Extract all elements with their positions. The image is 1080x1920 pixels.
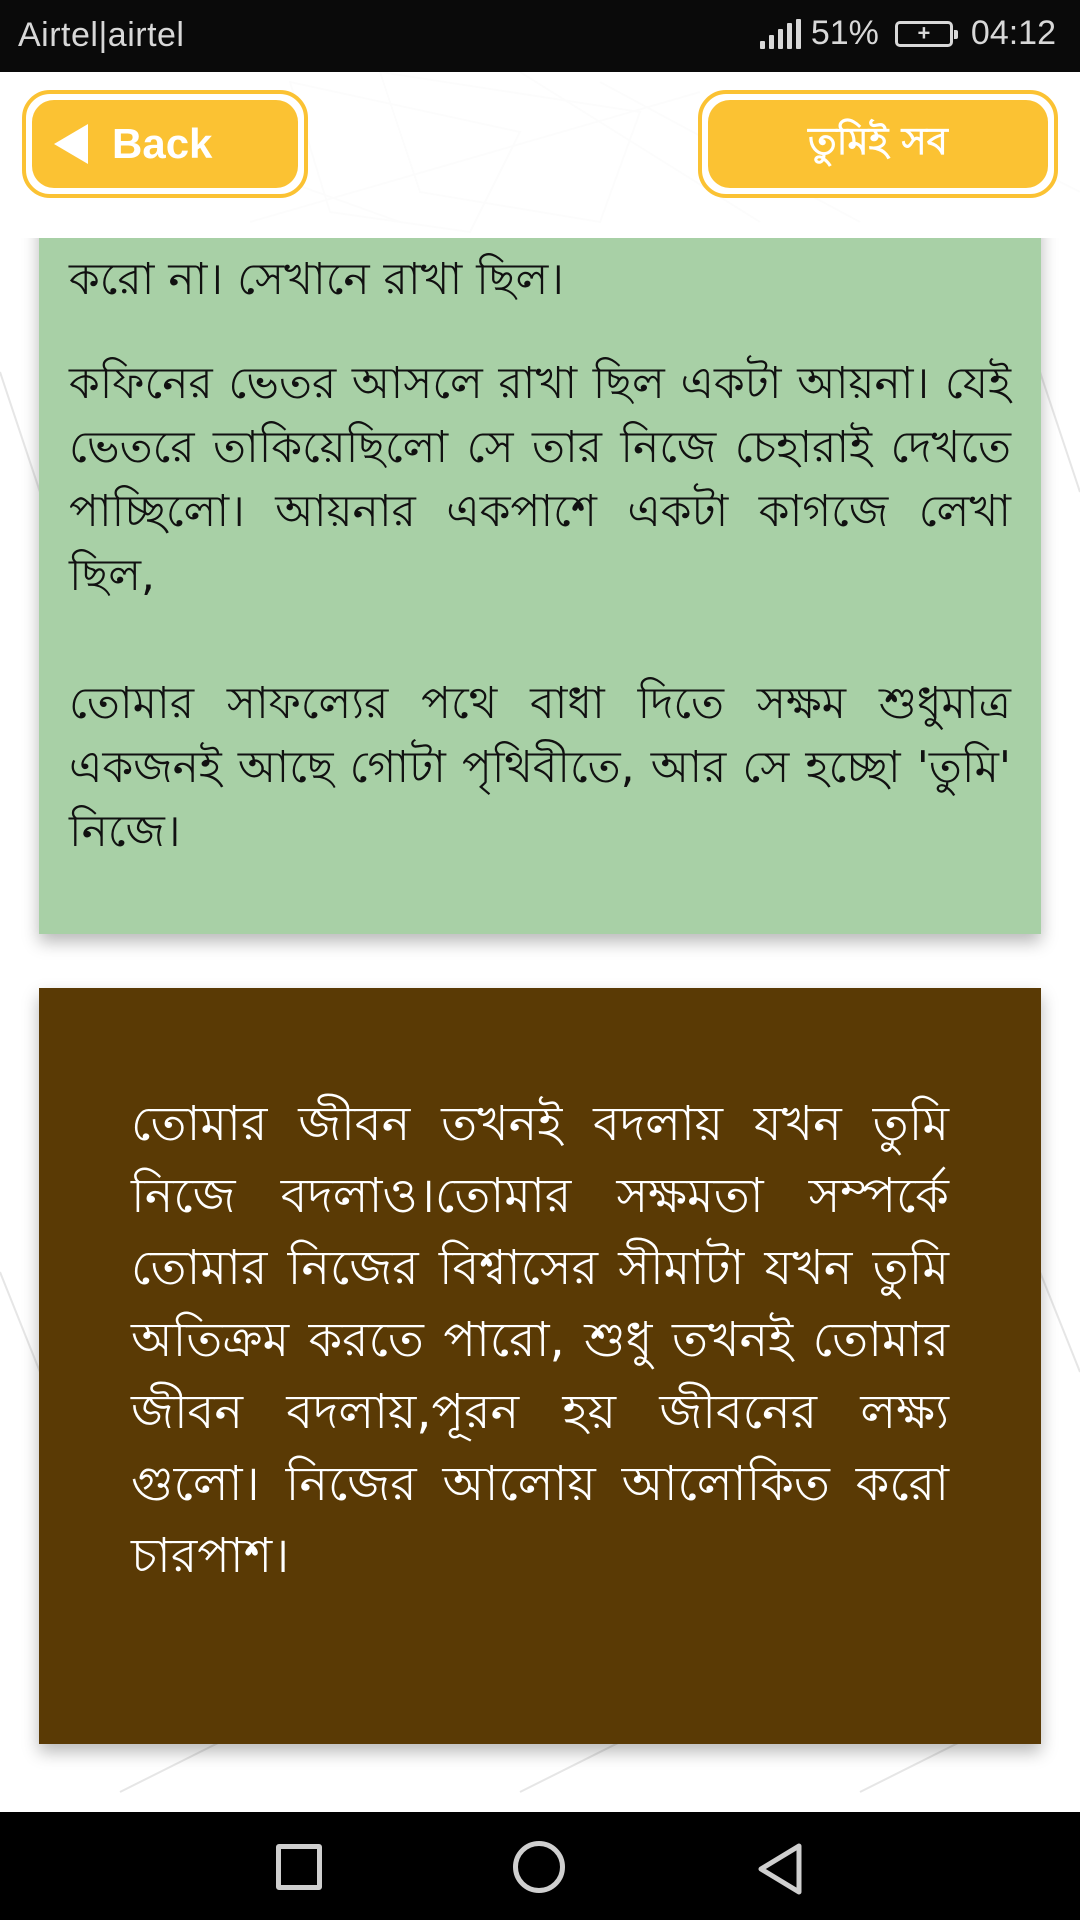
all-quotes-button-label: তুমিই সব: [808, 119, 948, 163]
back-button-label: Back: [112, 120, 213, 167]
signal-bars-icon: [760, 19, 801, 49]
story-card: [39, 238, 1041, 934]
carrier-name: Airtel|airtel: [18, 16, 185, 54]
story-paragraph-2: তোমার সাফল্যের পথে বাধা দিতে সক্ষম শুধুমাত্র একজনই আছে গোটা পৃথিবীতে, আর সে হচ্ছো 'তুমি' নিজে।: [69, 678, 1011, 857]
clock: 04:12: [970, 14, 1056, 52]
status-indicators: [760, 14, 1056, 53]
all-quotes-button-face: [708, 100, 1048, 188]
circle-home-icon[interactable]: [513, 1841, 565, 1893]
triangle-back-icon[interactable]: [755, 1842, 805, 1892]
quote-text: তোমার জীবন তখনই বদলায় যখন তুমি নিজে বদলাও।তোমার সক্ষমতা সম্পর্কে তোমার নিজের বিশ্বাসের সীমাটা যখন তুমি অতিক্রম করতে পারো, শুধু তখনই তোমার জীবন বদলায়,পূরন হয় জীবনের লক্ষ্য গুলো। নিজের আলোয় আলোকিত করো চারপাশ।: [131, 1096, 949, 1584]
all-quotes-button[interactable]: [698, 90, 1058, 198]
quote-card: [39, 988, 1041, 1744]
back-arrow-icon: [54, 124, 88, 164]
back-button[interactable]: [22, 90, 308, 198]
header-bar: [0, 72, 1080, 238]
system-nav-bar: [0, 1812, 1080, 1920]
story-paragraph-1: কফিনের ভেতর আসলে রাখা ছিল একটা আয়না। যেই ভেতরে তাকিয়েছিলো সে তার নিজে চেহারাই দেখতে পাচ্ছিলো। আয়নার একপাশে একটা কাগজে লেখা ছিল,: [69, 358, 1011, 601]
story-clipped-line: করো না। সেখানে রাখা ছিল।: [69, 254, 565, 305]
story-scroll-area[interactable]: [0, 238, 1080, 1812]
battery-charging-icon: +: [895, 21, 953, 47]
status-bar: [0, 0, 1080, 72]
triangle-back-glyph: [755, 1842, 805, 1896]
square-recents-icon[interactable]: [276, 1844, 322, 1890]
battery-percent: 51%: [810, 14, 879, 52]
back-button-face: [32, 100, 298, 188]
